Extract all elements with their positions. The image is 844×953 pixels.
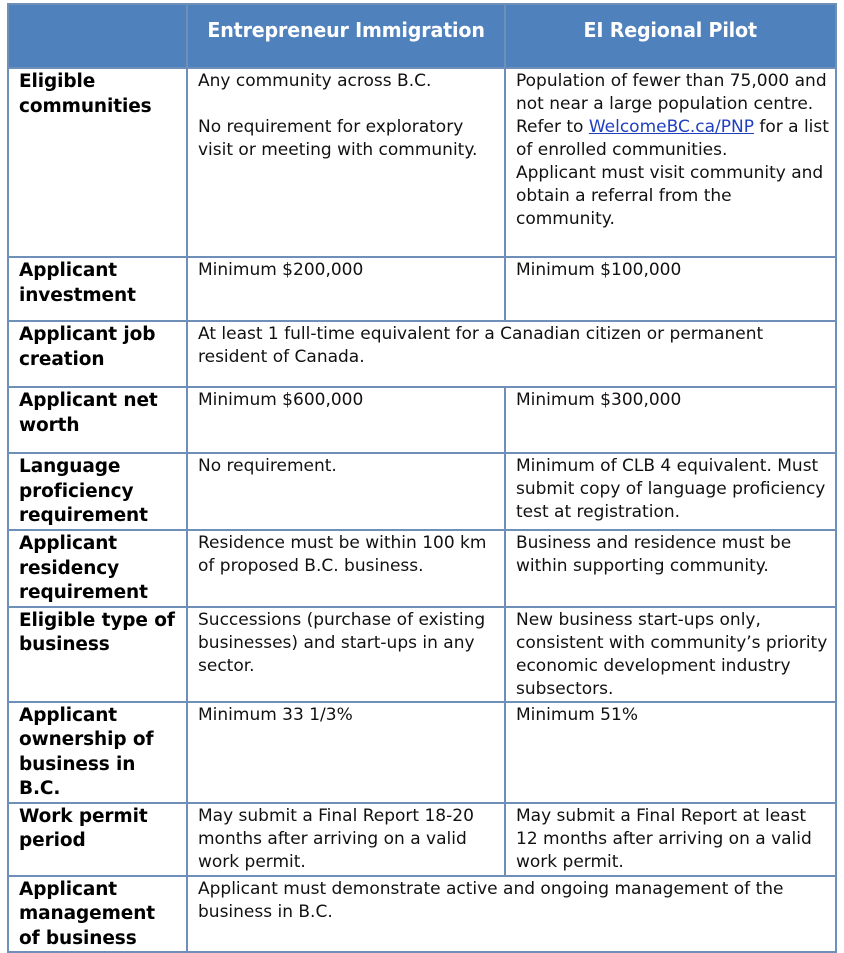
row-label: Applicant job creation bbox=[8, 321, 187, 387]
cell-ei-regional-pilot: Minimum $300,000 bbox=[505, 387, 836, 453]
cell-entrepreneur-immigration: Any community across B.C. No requirement for exploratory visit or meeting with community. bbox=[187, 68, 505, 257]
cell-merged: At least 1 full-time equivalent for a Canadian citizen or permanent resident of Canada. bbox=[187, 321, 836, 387]
welcomebc-link[interactable]: WelcomeBC.ca/PNP bbox=[588, 117, 754, 137]
row-label: Language proficiency requirement bbox=[8, 453, 187, 530]
cell-text: Population of fewer than 75,000 and not near a large population centre. Refer to bbox=[516, 71, 827, 137]
table-row bbox=[8, 702, 836, 803]
comparison-table-container bbox=[7, 3, 835, 953]
cell-entrepreneur-immigration: Successions (purchase of existing businesses) and start-ups in any sector. bbox=[187, 607, 505, 702]
cell-entrepreneur-immigration: May submit a Final Report 18-20 months after arriving on a valid work permit. bbox=[187, 803, 505, 876]
row-label: Eligible type of business bbox=[8, 607, 187, 702]
table-header-row bbox=[8, 4, 836, 68]
header-empty-cell bbox=[8, 4, 187, 68]
row-label: Work permit period bbox=[8, 803, 187, 876]
cell-entrepreneur-immigration: No requirement. bbox=[187, 453, 505, 530]
cell-entrepreneur-immigration: Minimum $200,000 bbox=[187, 257, 505, 321]
table-row bbox=[8, 257, 836, 321]
cell-text: for a list of enrolled communities. bbox=[516, 117, 829, 160]
table-row bbox=[8, 607, 836, 702]
table-row bbox=[8, 68, 836, 257]
cell-ei-regional-pilot: May submit a Final Report at least 12 months after arriving on a valid work permit. bbox=[505, 803, 836, 876]
comparison-table bbox=[7, 3, 837, 953]
table-row bbox=[8, 387, 836, 453]
cell-ei-regional-pilot: Minimum 51% bbox=[505, 702, 836, 803]
row-label: Applicant management of business bbox=[8, 876, 187, 953]
cell-merged: Applicant must demonstrate active and ongoing management of the business in B.C. bbox=[187, 876, 836, 953]
header-ei-regional-pilot: EI Regional Pilot bbox=[505, 4, 836, 68]
cell-ei-regional-pilot: Minimum $100,000 bbox=[505, 257, 836, 321]
row-label: Eligible communities bbox=[8, 68, 187, 257]
table-row bbox=[8, 876, 836, 953]
cell-ei-regional-pilot: Business and residence must be within supporting community. bbox=[505, 530, 836, 607]
cell-ei-regional-pilot: Minimum of CLB 4 equivalent. Must submit copy of language proficiency test at registration. bbox=[505, 453, 836, 530]
row-label: Applicant ownership of business in B.C. bbox=[8, 702, 187, 803]
table-row bbox=[8, 453, 836, 530]
cell-entrepreneur-immigration: Minimum 33 1/3% bbox=[187, 702, 505, 803]
cell-entrepreneur-immigration: Minimum $600,000 bbox=[187, 387, 505, 453]
cell-ei-regional-pilot: New business start-ups only, consistent with community’s priority economic development industry subsectors. bbox=[505, 607, 836, 702]
cell-entrepreneur-immigration: Residence must be within 100 km of proposed B.C. business. bbox=[187, 530, 505, 607]
table-row bbox=[8, 530, 836, 607]
header-entrepreneur-immigration: Entrepreneur Immigration bbox=[187, 4, 505, 68]
table-row bbox=[8, 321, 836, 387]
table-row bbox=[8, 803, 836, 876]
row-label: Applicant residency requirement bbox=[8, 530, 187, 607]
cell-ei-regional-pilot: Population of fewer than 75,000 and not near a large population centre. Refer to WelcomeBC.ca/PNP for a list of enrolled communities. Applicant must visit community and obtain a referral from the community. bbox=[505, 68, 836, 257]
row-label: Applicant net worth bbox=[8, 387, 187, 453]
row-label: Applicant investment bbox=[8, 257, 187, 321]
